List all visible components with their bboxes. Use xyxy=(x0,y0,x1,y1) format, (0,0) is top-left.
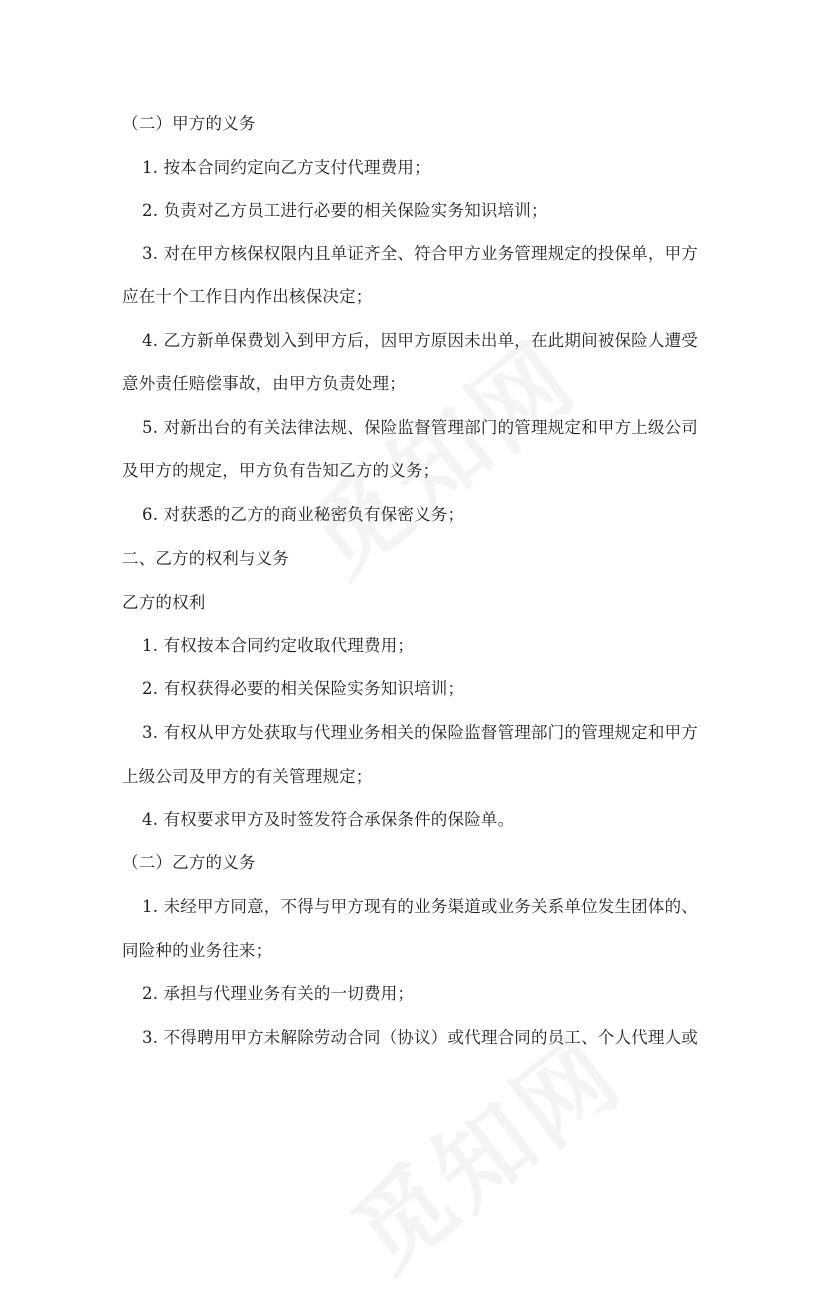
section-heading: （二）甲方的义务 xyxy=(122,114,256,133)
list-item: 2. 承担与代理业务有关的一切费用； xyxy=(142,984,415,1003)
list-item-continuation: 上级公司及甲方的有关管理规定； xyxy=(122,767,373,786)
list-item-continuation: 同险种的业务往来； xyxy=(122,941,273,960)
section-heading: 二、乙方的权利与义务 xyxy=(122,549,289,568)
list-item: 3. 对在甲方核保权限内且单证齐全、符合甲方业务管理规定的投保单，甲方 xyxy=(142,244,698,263)
list-item: 1. 按本合同约定向乙方支付代理费用； xyxy=(142,158,431,177)
list-item-continuation: 意外责任赔偿事故，由甲方负责处理； xyxy=(122,374,406,393)
list-item: 2. 有权获得必要的相关保险实务知识培训； xyxy=(142,679,465,698)
list-item: 4. 乙方新单保费划入到甲方后，因甲方原因未出单，在此期间被保险人遭受 xyxy=(142,331,698,350)
list-item: 3. 不得聘用甲方未解除劳动合同（协议）或代理合同的员工、个人代理人或 xyxy=(142,1028,698,1047)
list-item-continuation: 应在十个工作日内作出核保决定； xyxy=(122,287,373,306)
list-item: 3. 有权从甲方处获取与代理业务相关的保险监督管理部门的管理规定和甲方 xyxy=(142,723,698,742)
list-item-continuation: 及甲方的规定，甲方负有告知乙方的义务； xyxy=(122,461,440,480)
list-item: 1. 未经甲方同意，不得与甲方现有的业务渠道或业务关系单位发生团体的、 xyxy=(142,897,698,916)
subsection-heading: 乙方的权利 xyxy=(122,593,206,612)
list-item: 6. 对获悉的乙方的商业秘密负有保密义务； xyxy=(142,505,465,524)
section-heading: （二）乙方的义务 xyxy=(122,853,256,872)
list-item: 2. 负责对乙方员工进行必要的相关保险实务知识培训； xyxy=(142,201,548,220)
list-item: 5. 对新出台的有关法律法规、保险监督管理部门的管理规定和甲方上级公司 xyxy=(142,418,698,437)
list-item: 4. 有权要求甲方及时签发符合承保条件的保险单。 xyxy=(142,810,515,829)
list-item: 1. 有权按本合同约定收取代理费用； xyxy=(142,636,415,655)
